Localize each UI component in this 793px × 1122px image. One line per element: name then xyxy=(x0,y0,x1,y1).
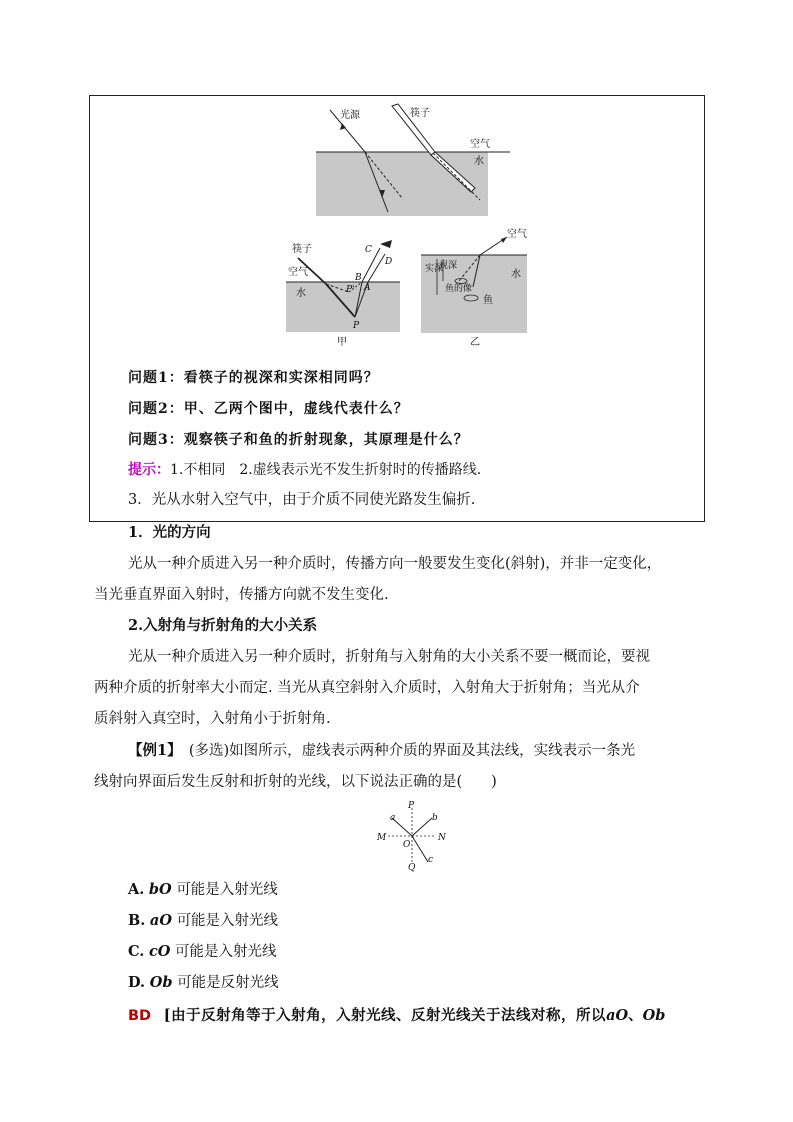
label-yi-water: 水 xyxy=(511,269,521,280)
diagram-label-b: b xyxy=(432,813,438,823)
hint-text: 1.不相同 2.虚线表示光不发生折射时的传播路线. xyxy=(170,462,482,478)
label-real-depth: 实深 xyxy=(425,264,444,274)
diagram-label-a: a xyxy=(390,813,396,823)
option-a-var: bO xyxy=(148,881,172,898)
option-a-letter: A. xyxy=(128,881,145,898)
option-a-text: 可能是入射光线 xyxy=(176,882,278,898)
point-b: B xyxy=(355,273,362,283)
section-1-line-1: 光从一种介质进入另一种介质时，传播方向一般要发生变化(斜射)，并非一定变化， xyxy=(128,556,662,572)
caption-yi: 乙 xyxy=(470,337,480,348)
example-line-1 xyxy=(128,741,635,761)
option-d-text: 可能是反射光线 xyxy=(177,975,279,991)
diagram-label-p: P xyxy=(408,801,415,811)
diagram-label-o: O xyxy=(403,840,411,850)
figure-top-refraction xyxy=(310,100,520,222)
option-c-letter: C. xyxy=(128,943,145,960)
label-fish-image: 鱼的像 xyxy=(445,284,473,294)
option-d-letter: D. xyxy=(128,974,146,991)
option-b[interactable] xyxy=(128,911,278,931)
label-jia-water: 水 xyxy=(296,288,306,299)
option-c-var: cO xyxy=(148,943,171,960)
example-text-1: (多选)如图所示，虚线表示两种介质的界面及其法线，实线表示一条光 xyxy=(174,743,636,759)
option-c[interactable] xyxy=(128,942,277,962)
label-jia-chopsticks: 筷子 xyxy=(292,244,312,255)
option-d[interactable] xyxy=(128,973,279,993)
question-2: 问题2：甲、乙两个图中，虚线代表什么？ xyxy=(128,401,409,417)
section-2-line-1: 光从一种介质进入另一种介质时，折射角与入射角的大小关系不要一概而论，要视 xyxy=(128,649,650,665)
option-b-letter: B. xyxy=(128,912,146,929)
label-light-source: 光源 xyxy=(340,110,360,121)
label-fish: 鱼 xyxy=(483,295,493,306)
question-1: 问题1：看筷子的视深和实深相同吗？ xyxy=(128,370,379,386)
figure-yi xyxy=(415,225,535,350)
answer-line xyxy=(128,1006,665,1026)
hint-line-3: 3．光从水射入空气中，由于介质不同使光路发生偏折. xyxy=(128,492,476,508)
point-p: P xyxy=(353,321,360,331)
section-1-line-2: 当光垂直界面入射时，传播方向就不发生变化. xyxy=(94,587,389,603)
label-jia-air: 空气 xyxy=(288,267,308,278)
section-2-line-2: 两种介质的折射率大小而定. 当光从真空斜射入介质时，入射角大于折射角；当光从介 xyxy=(94,680,640,696)
example-line-2: 线射向界面后发生反射和折射的光线，以下说法正确的是( ) xyxy=(94,774,497,790)
diagram-label-c: c xyxy=(428,855,434,865)
section-2-line-3: 质斜射入真空时，入射角小于折射角. xyxy=(94,711,331,727)
question-3: 问题3：观察筷子和鱼的折射现象，其原理是什么？ xyxy=(128,432,469,448)
point-d: D xyxy=(385,257,393,267)
diagram-label-m: M xyxy=(377,833,387,843)
figure-jia xyxy=(280,230,405,350)
option-d-var: Ob xyxy=(149,974,173,991)
label-yi-air: 空气 xyxy=(507,229,527,240)
section-2-heading: 2.入射角与折射角的大小关系 xyxy=(128,617,318,634)
label-water: 水 xyxy=(474,156,484,167)
point-p-prime: P' xyxy=(346,285,355,295)
option-a[interactable] xyxy=(128,880,278,900)
point-c: C xyxy=(365,245,372,255)
answer-var-2: Ob xyxy=(642,1007,666,1024)
point-a: A xyxy=(364,283,371,293)
label-air: 空气 xyxy=(470,139,490,150)
hint-tag: 提示： xyxy=(128,462,170,478)
option-c-text: 可能是入射光线 xyxy=(175,944,277,960)
answer-label: BD xyxy=(128,1008,152,1024)
diagram-label-q: Q xyxy=(408,863,416,872)
answer-var-1: aO xyxy=(606,1007,629,1024)
option-b-text: 可能是入射光线 xyxy=(176,913,279,929)
answer-text: [由于反射角等于入射角，入射光线、反射光线关于法线对称，所以 xyxy=(163,1007,607,1024)
option-b-var: aO xyxy=(149,912,172,929)
example-diagram xyxy=(370,800,460,872)
label-apparent-depth: 视深 xyxy=(439,261,458,271)
label-chopsticks: 筷子 xyxy=(410,108,430,119)
diagram-label-n: N xyxy=(438,833,446,843)
hint xyxy=(128,459,481,479)
section-1-heading: 1．光的方向 xyxy=(128,524,211,541)
caption-jia: 甲 xyxy=(337,337,347,348)
example-tag: 【例1】 xyxy=(128,742,175,759)
answer-sep: 、 xyxy=(628,1007,643,1024)
